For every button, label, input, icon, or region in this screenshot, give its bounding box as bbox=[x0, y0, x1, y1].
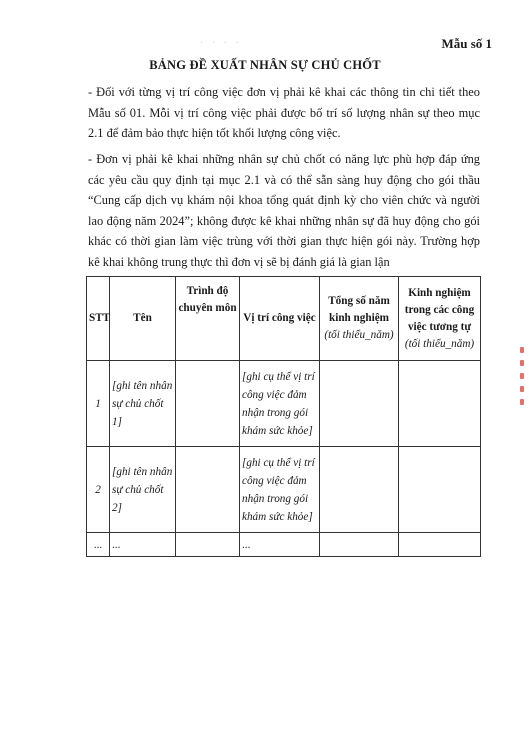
cell-qualification bbox=[176, 533, 240, 557]
header-total-experience-label: Tổng số năm kinh nghiệm bbox=[328, 295, 390, 324]
table-row bbox=[87, 533, 481, 557]
header-similar-experience bbox=[399, 277, 481, 361]
document-title: BẢNG ĐỀ XUẤT NHÂN SỰ CHỦ CHỐT bbox=[149, 58, 381, 72]
cell-stt: 1 bbox=[87, 361, 110, 447]
cell-total-experience bbox=[320, 533, 399, 557]
header-similar-experience-note: (tối thiểu_năm) bbox=[404, 337, 475, 350]
red-seal-edge-marks bbox=[516, 340, 526, 405]
cell-name: [ghi tên nhân sự chủ chốt 2] bbox=[110, 447, 176, 533]
cell-name: ... bbox=[110, 533, 176, 557]
header-qualification: Trình độ chuyên môn bbox=[176, 277, 240, 361]
cell-total-experience bbox=[320, 447, 399, 533]
cell-position: [ghi cụ thể vị trí công việc đảm nhận trong gói khám sức khỏe] bbox=[240, 447, 320, 533]
cell-stt: ... bbox=[87, 533, 110, 557]
header-stt: STT bbox=[87, 277, 110, 361]
cell-similar-experience bbox=[399, 447, 481, 533]
header-total-experience-note: (tối thiểu_năm) bbox=[324, 329, 394, 341]
paragraph-2: - Đơn vị phải kê khai những nhân sự chủ chốt có năng lực phù hợp đáp ứng các yêu cầu quy định tại mục 2.1 và có thể sẵn sàng huy động cho gói thầu “Cung cấp dịch vụ khám nội khoa tổng quát định kỳ cho viên chức và người lao động năm 2024”; không được kê khai những nhân sự đã huy động cho gói khác có thời gian làm việc trùng với thời gian thực hiện gói này. Trường hợp kê khai không trung thực thì đơn vị sẽ bị đánh giá là gian lận bbox=[88, 152, 480, 269]
cell-position: [ghi cụ thể vị trí công việc đảm nhận trong gói khám sức khỏe] bbox=[240, 361, 320, 447]
header-total-experience bbox=[320, 277, 399, 361]
cell-qualification bbox=[176, 447, 240, 533]
header-name: Tên bbox=[110, 277, 176, 361]
key-personnel-table bbox=[86, 276, 481, 557]
table-row bbox=[87, 447, 481, 533]
cell-qualification bbox=[176, 361, 240, 447]
faint-stamp-mark: · · · · bbox=[200, 38, 242, 49]
cell-similar-experience bbox=[399, 361, 481, 447]
cell-similar-experience bbox=[399, 533, 481, 557]
cell-stt: 2 bbox=[87, 447, 110, 533]
cell-name: [ghi tên nhân sự chủ chốt 1] bbox=[110, 361, 176, 447]
table-row bbox=[87, 361, 481, 447]
table-header-row bbox=[87, 277, 481, 361]
cell-position: ... bbox=[240, 533, 320, 557]
form-number: Mẫu số 1 bbox=[441, 36, 492, 51]
header-similar-experience-label: Kinh nghiệm trong các công việc tương tự bbox=[404, 286, 475, 333]
header-position: Vị trí công việc bbox=[240, 277, 320, 361]
cell-total-experience bbox=[320, 361, 399, 447]
paragraph-1: - Đối với từng vị trí công việc đơn vị phải kê khai các thông tin chi tiết theo Mẫu số 01. Mỗi vị trí công việc phải được bố trí số lượng nhân sự theo mục 2.1 để đảm bảo thực hiện tốt khối lượng công việc. bbox=[88, 85, 480, 141]
